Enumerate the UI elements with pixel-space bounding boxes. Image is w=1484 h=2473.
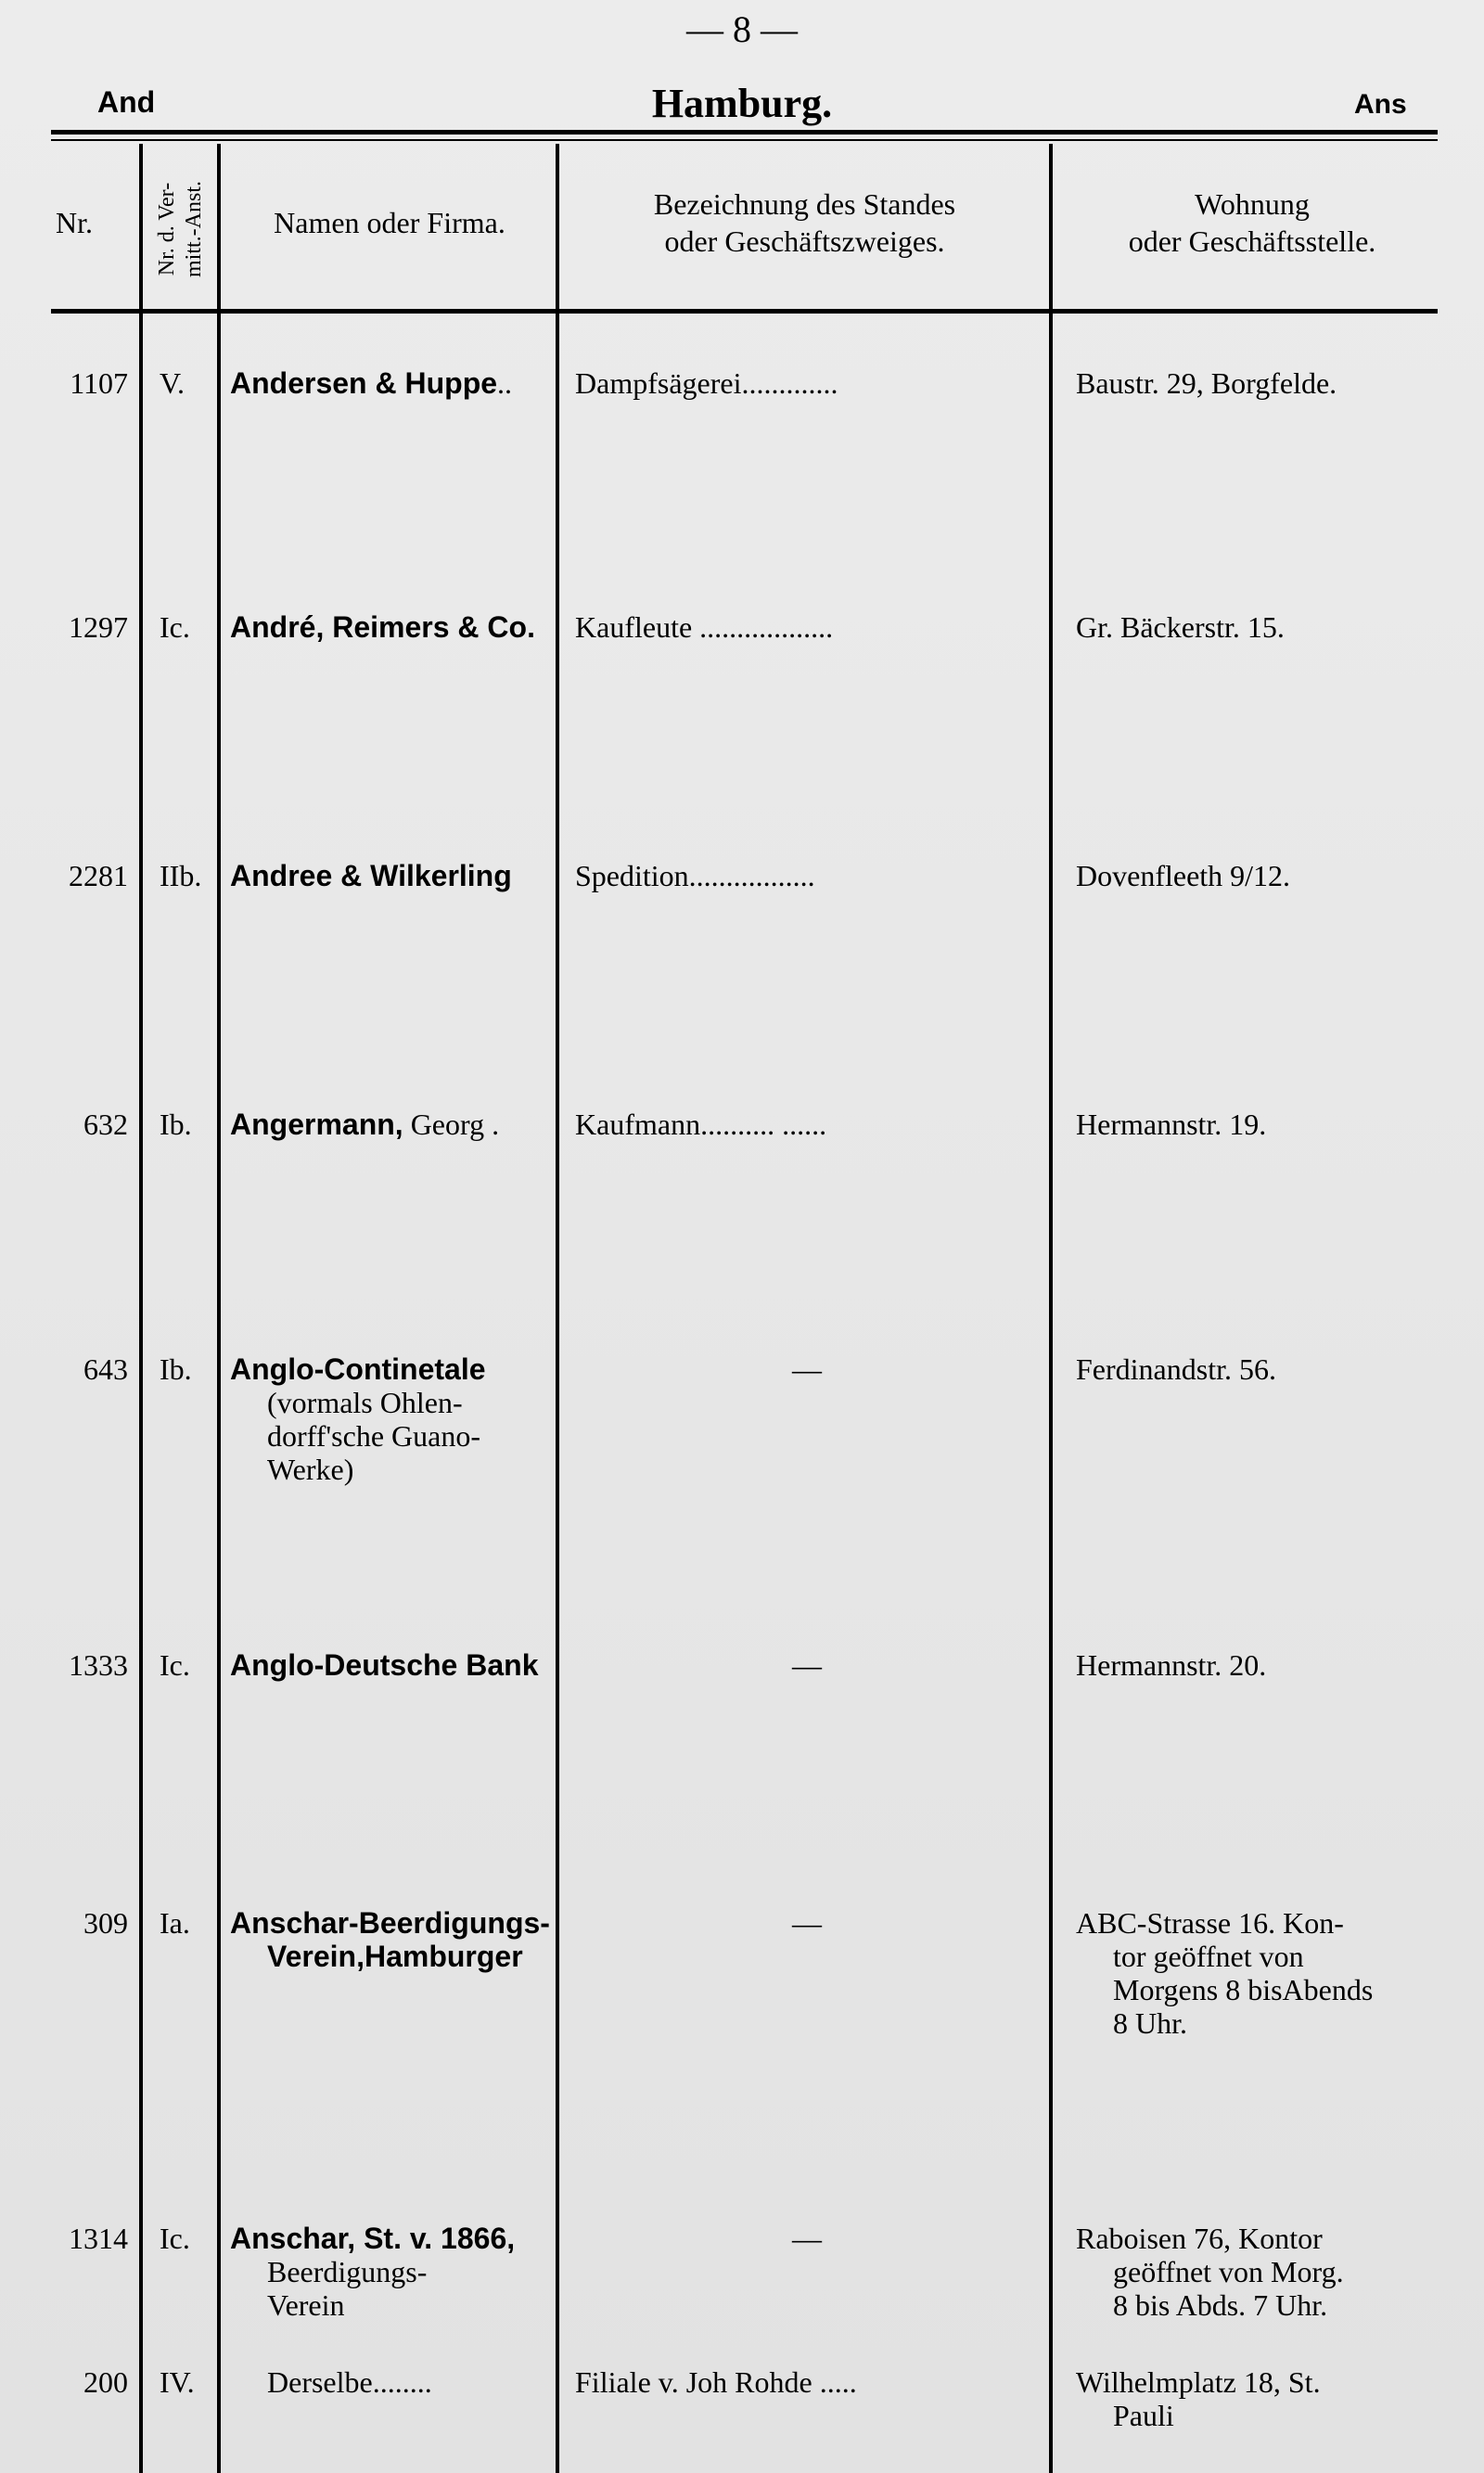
entry-wohnung: Gr. Bäckerstr. 15. xyxy=(1076,610,1285,644)
entry-wohnung-line: 8 Uhr. xyxy=(1113,2006,1187,2040)
entry-name-line: Beerdigungs- xyxy=(267,2255,428,2288)
entry-anstalt: Ic. xyxy=(160,1648,190,1682)
entry-number: 643 xyxy=(83,1352,128,1386)
entry-stand: — xyxy=(792,1906,822,1940)
entry-number: 200 xyxy=(83,2365,128,2399)
entry-name-bold: Angermann, xyxy=(230,1108,403,1141)
page-title: Hamburg. xyxy=(651,81,833,126)
column-header-wohnung-line: Wohnung xyxy=(1195,187,1310,221)
entry-anstalt: V. xyxy=(160,366,185,400)
column-divider xyxy=(217,144,221,2473)
top-rule-thick xyxy=(51,130,1438,135)
header-bottom-rule xyxy=(51,309,1438,314)
entry-wohnung-line: ABC-Strasse 16. Kon- xyxy=(1076,1906,1344,1940)
entry-number: 309 xyxy=(83,1906,128,1940)
entry-stand: Dampfsägerei............. xyxy=(575,366,838,400)
entry-wohnung-line: geöffnet von Morg. xyxy=(1113,2255,1344,2288)
column-header-anstalt xyxy=(148,150,213,308)
entry-number: 1333 xyxy=(69,1648,128,1682)
entry-stand: Kaufmann.......... ...... xyxy=(575,1108,827,1141)
entry-wohnung xyxy=(1076,2222,1428,2322)
column-divider xyxy=(1049,144,1053,2473)
column-header-name: Namen oder Firma. xyxy=(274,206,505,239)
entry-wohnung xyxy=(1076,1906,1428,2040)
entry-wohnung: Baustr. 29, Borgfelde. xyxy=(1076,366,1337,400)
entry-stand: Kaufleute .................. xyxy=(575,610,834,644)
entry-name-line: Verein xyxy=(267,2288,345,2322)
column-header-anstalt-line: mitt.-Anst. xyxy=(182,180,206,278)
page-number: — 8 — xyxy=(686,8,798,50)
entry-stand: — xyxy=(792,1352,822,1386)
column-header-stand xyxy=(561,186,1048,260)
entry-wohnung-line: tor geöffnet von xyxy=(1113,1940,1304,1973)
entry-stand: — xyxy=(792,2222,822,2255)
entry-name-rest: Georg . xyxy=(403,1108,500,1141)
entry-wohnung-line: Pauli xyxy=(1113,2399,1174,2432)
entry-anstalt: Ic. xyxy=(160,610,190,644)
entry-number: 632 xyxy=(83,1108,128,1141)
entry-number: 2281 xyxy=(69,859,128,892)
entry-wohnung: Hermannstr. 19. xyxy=(1076,1108,1267,1141)
entry-stand: Filiale v. Joh Rohde ..... xyxy=(575,2365,857,2399)
top-rule-thin xyxy=(51,139,1438,141)
entry-wohnung: Ferdinandstr. 56. xyxy=(1076,1352,1276,1386)
entry-name-bold: Andree & Wilkerling xyxy=(230,859,512,892)
entry-anstalt: Ia. xyxy=(160,1906,190,1940)
column-divider xyxy=(139,144,143,2473)
entry-name xyxy=(230,366,553,400)
entry-name-line: Anglo-Continetale xyxy=(230,1352,486,1386)
entry-name-bold: Anglo-Deutsche Bank xyxy=(230,1648,539,1682)
entry-wohnung-line: Wilhelmplatz 18, St. xyxy=(1076,2365,1321,2399)
entry-stand: Spedition................. xyxy=(575,859,815,892)
column-header-anstalt-line: Nr. d. Ver- xyxy=(155,182,180,276)
entry-anstalt: IIb. xyxy=(160,859,202,892)
entry-anstalt: Ic. xyxy=(160,2222,190,2255)
entry-anstalt: Ib. xyxy=(160,1108,192,1141)
entry-wohnung xyxy=(1076,2365,1428,2432)
entry-name xyxy=(230,2222,553,2322)
entry-stand: — xyxy=(792,1648,822,1682)
running-head-right: Ans xyxy=(1354,89,1407,120)
entry-wohnung-line: 8 bis Abds. 7 Uhr. xyxy=(1113,2288,1328,2322)
column-header-wohnung-line: oder Geschäftsstelle. xyxy=(1128,224,1376,258)
entry-name xyxy=(230,1906,553,1973)
entry-name-line: (vormals Ohlen- xyxy=(267,1386,463,1419)
entry-name xyxy=(230,1648,553,1682)
entry-wohnung-line: Morgens 8 bisAbends xyxy=(1113,1973,1374,2006)
entry-name-line: Verein,Hamburger xyxy=(267,1940,523,1973)
entry-number: 1107 xyxy=(70,366,128,400)
entry-wohnung-line: Raboisen 76, Kontor xyxy=(1076,2222,1323,2255)
entry-anstalt: Ib. xyxy=(160,1352,192,1386)
entry-name xyxy=(230,610,553,644)
entry-name xyxy=(230,1352,553,1486)
entry-anstalt: IV. xyxy=(160,2365,195,2399)
entry-name-line: Anschar, St. v. 1866, xyxy=(230,2222,516,2255)
column-header-stand-line: oder Geschäftszweiges. xyxy=(664,224,945,258)
entry-name xyxy=(230,2365,590,2399)
entry-name xyxy=(230,1108,553,1141)
entry-number: 1314 xyxy=(69,2222,128,2255)
entry-name-rest: .. xyxy=(497,366,513,400)
entry-name-bold: André, Reimers & Co. xyxy=(230,610,535,644)
entry-name-bold: Andersen & Huppe xyxy=(230,366,498,400)
entry-name xyxy=(230,859,553,892)
entry-number: 1297 xyxy=(69,610,128,644)
column-divider xyxy=(556,144,559,2473)
column-header-wohnung xyxy=(1057,186,1447,260)
entry-name-line: Werke) xyxy=(267,1453,354,1486)
entry-name-line: dorff'sche Guano- xyxy=(267,1419,480,1453)
column-header-nr: Nr. xyxy=(56,206,93,239)
entry-name-line: Anschar-Beerdigungs- xyxy=(230,1906,550,1940)
column-header-stand-line: Bezeichnung des Standes xyxy=(653,187,956,221)
entry-name-rest: Derselbe........ xyxy=(267,2365,432,2399)
entry-wohnung: Hermannstr. 20. xyxy=(1076,1648,1267,1682)
entry-wohnung: Dovenfleeth 9/12. xyxy=(1076,859,1291,892)
running-head-left: And xyxy=(97,85,156,119)
